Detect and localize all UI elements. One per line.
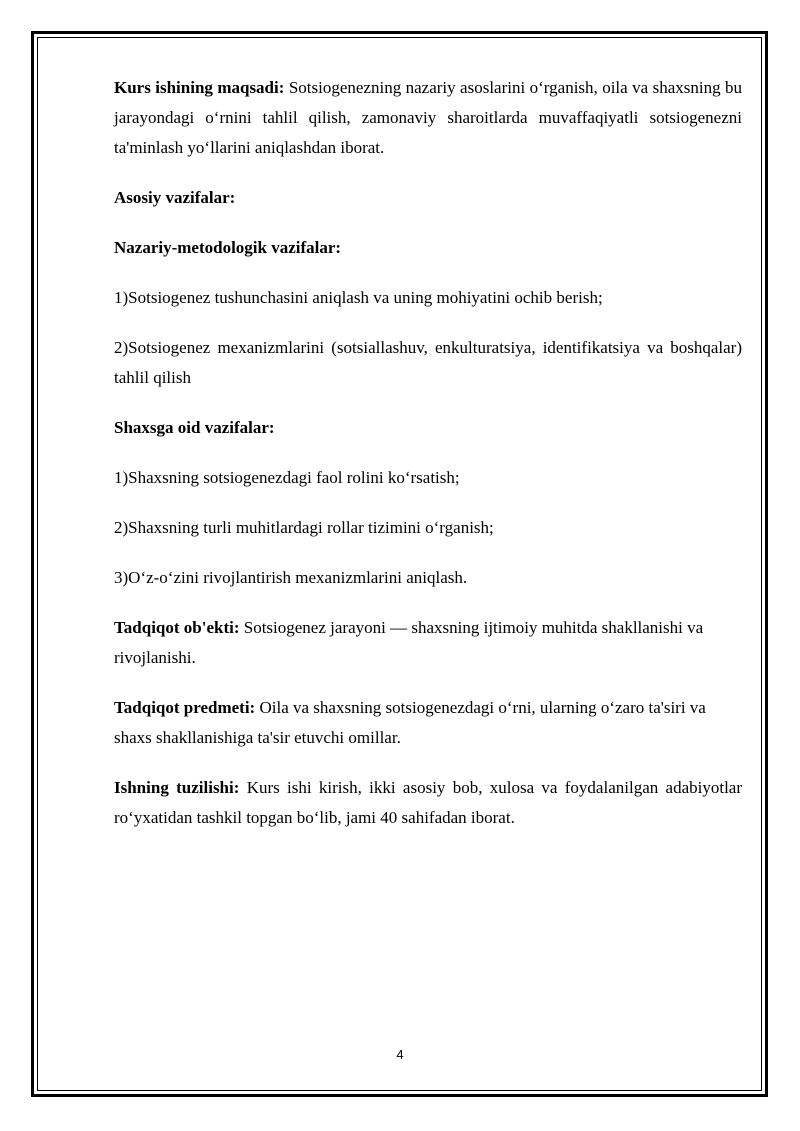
- personal-task-item-2: 2)Shaxsning turli muhitlardagi rollar tizimini o‘rganish;: [114, 518, 494, 537]
- theory-task-item-1: 1)Sotsiogenez tushunchasini aniqlash va uning mohiyatini ochib berish;: [114, 288, 603, 307]
- theory-task-item-2: 2)Sotsiogenez mexanizmlarini (sotsiallashuv, enkulturatsiya, identifikatsiya va boshqalar) tahlil qilish: [114, 338, 742, 387]
- goal-label: Kurs ishining maqsadi:: [114, 78, 285, 97]
- structure-paragraph: [114, 773, 742, 833]
- research-object-label: Tadqiqot ob'ekti:: [114, 618, 240, 637]
- personal-task-item-3: 3)O‘z-o‘zini rivojlantirish mexanizmlarini aniqlash.: [114, 568, 468, 587]
- goal-text: Sotsiogenezning nazariy asoslarini o‘rganish, oila va shaxsning bu jarayondagi o‘rnini tahlil qilish, zamonaviy sharoitlarda muvaffaqiyatli sotsiogenezni ta'minlash yo‘llarini aniqlashdan iborat.: [114, 78, 742, 157]
- structure-label: Ishning tuzilishi:: [114, 778, 240, 797]
- page-content: [114, 73, 742, 853]
- research-subject-label: Tadqiqot predmeti:: [114, 698, 256, 717]
- page-number: 4: [396, 1047, 404, 1062]
- research-object-paragraph: [114, 613, 742, 673]
- structure-text: Kurs ishi kirish, ikki asosiy bob, xulosa va foydalanilgan adabiyotlar ro‘yxatidan tashkil topgan bo‘lib, jami 40 sahifadan iborat.: [114, 778, 742, 827]
- research-object-text: Sotsiogenez jarayoni — shaxsning ijtimoiy muhitda shakllanishi va rivojlanishi.: [114, 618, 704, 667]
- research-subject-paragraph: [114, 693, 742, 753]
- main-tasks-heading: Asosiy vazifalar:: [114, 188, 236, 207]
- goal-paragraph: [114, 73, 742, 163]
- theory-tasks-heading: Nazariy-metodologik vazifalar:: [114, 238, 342, 257]
- personal-task-item-1: 1)Shaxsning sotsiogenezdagi faol rolini ko‘rsatish;: [114, 468, 460, 487]
- personal-tasks-heading: Shaxsga oid vazifalar:: [114, 418, 275, 437]
- research-subject-text: Oila va shaxsning sotsiogenezdagi o‘rni, ularning o‘zaro ta'siri va shaxs shakllanishiga ta'sir etuvchi omillar.: [114, 698, 706, 747]
